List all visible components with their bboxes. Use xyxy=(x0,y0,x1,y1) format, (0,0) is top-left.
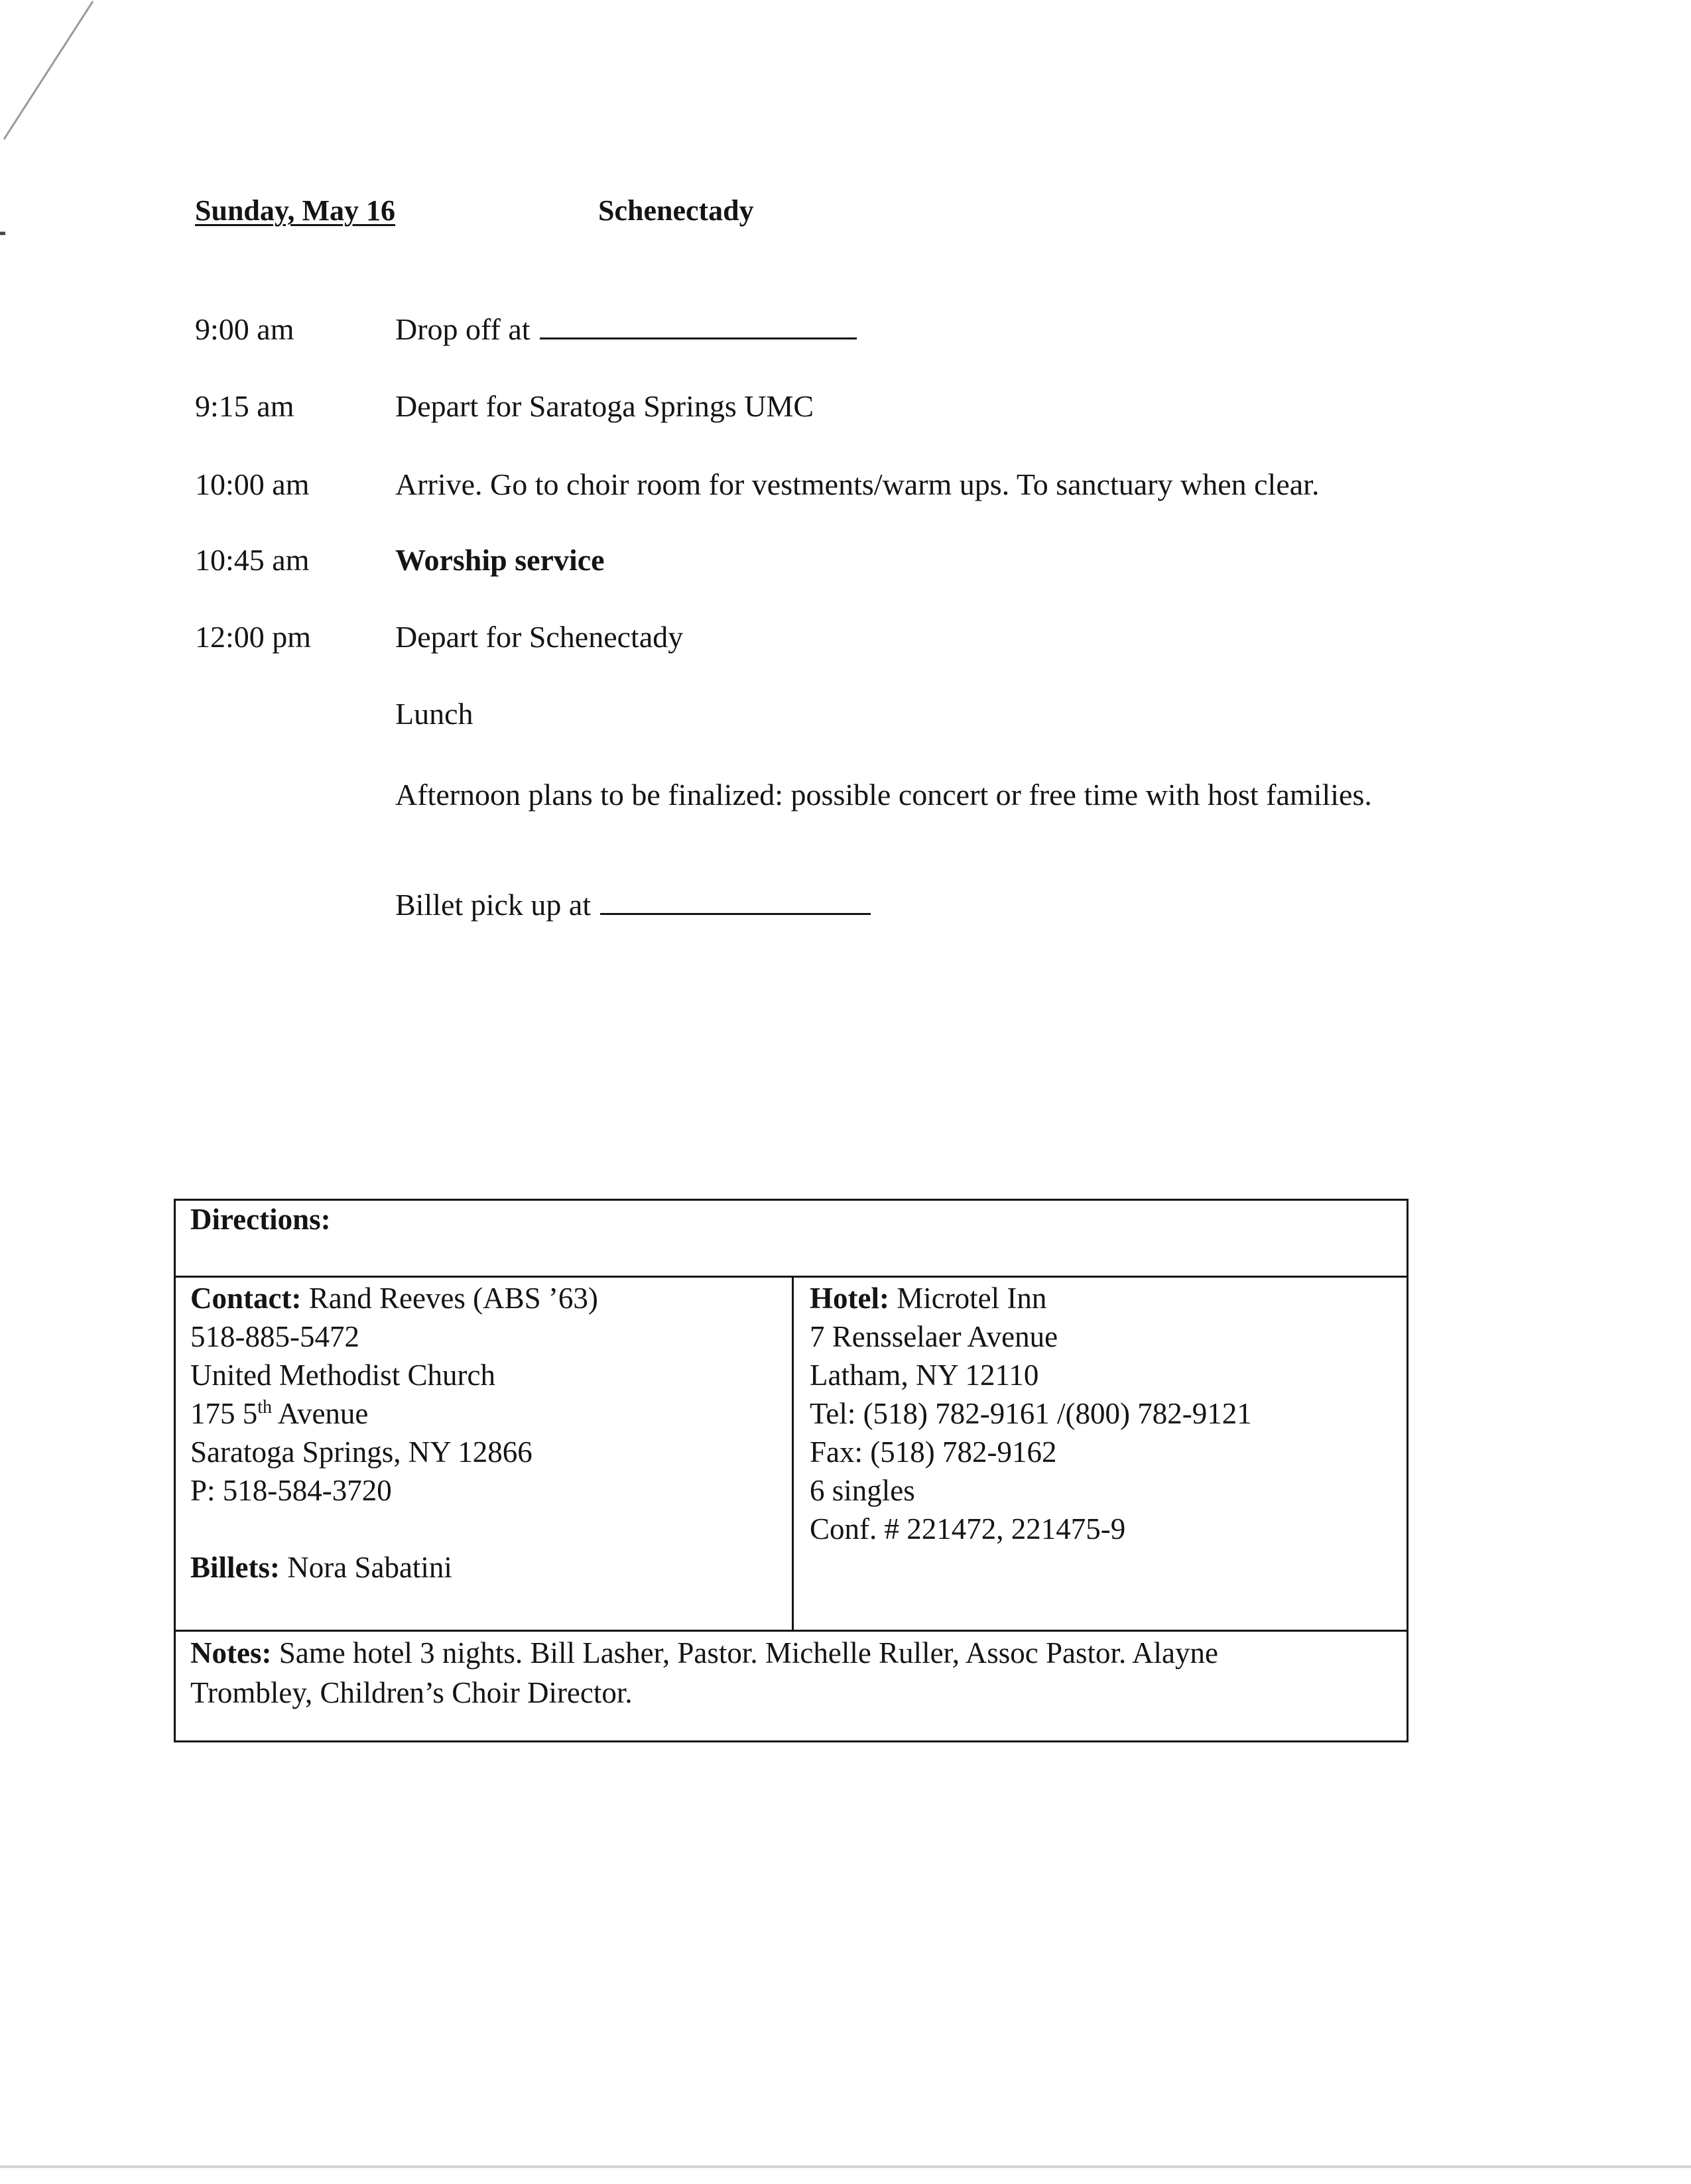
ordinal-suffix: th xyxy=(257,1397,273,1418)
hotel-line xyxy=(810,1279,1393,1317)
hotel-city-state: Latham, NY 12110 xyxy=(810,1359,1039,1392)
contact-cell xyxy=(176,1278,794,1630)
info-table xyxy=(174,1199,1409,1742)
hotel-name: Microtel Inn xyxy=(897,1282,1047,1315)
schedule-activity: Afternoon plans to be finalized: possible concert or free time with host families. xyxy=(395,778,1372,812)
fill-in-blank[interactable] xyxy=(600,889,871,915)
spacer xyxy=(190,1510,777,1548)
hotel-rooms: 6 singles xyxy=(810,1474,915,1507)
billets-line xyxy=(190,1548,777,1587)
schedule-time: 12:00 pm xyxy=(195,620,312,654)
fill-in-blank[interactable] xyxy=(540,314,857,339)
contact-line xyxy=(190,1279,777,1317)
church-city-state: Saratoga Springs, NY 12866 xyxy=(190,1435,532,1469)
church-street-number: 175 5 xyxy=(190,1397,258,1430)
hotel-label: Hotel: xyxy=(810,1282,889,1315)
notes-text: Same hotel 3 nights. Bill Lasher, Pastor. Michelle Ruller, Assoc Pastor. Alayne xyxy=(279,1636,1218,1669)
schedule-activity: Depart for Schenectady xyxy=(395,620,684,654)
notes-label: Notes: xyxy=(190,1636,272,1669)
schedule-activity-text: Billet pick up at xyxy=(395,888,592,922)
contact-phone: 518-885-5472 xyxy=(190,1320,359,1353)
notes-text-continued: Trombley, Children’s Choir Director. xyxy=(190,1676,633,1709)
contact-name: Rand Reeves (ABS ’63) xyxy=(308,1282,598,1315)
schedule-activity: Worship service xyxy=(395,543,605,577)
hotel-cell xyxy=(794,1278,1409,1630)
directions-cell xyxy=(176,1201,1407,1278)
schedule-time: 10:00 am xyxy=(195,467,310,501)
day-heading: Sunday, May 16 xyxy=(195,194,395,227)
church-name: United Methodist Church xyxy=(190,1359,495,1392)
billets-name: Nora Sabatini xyxy=(287,1551,452,1584)
notes-line xyxy=(190,1633,1392,1673)
schedule-time: 10:45 am xyxy=(195,543,310,577)
schedule-activity: Depart for Saratoga Springs UMC xyxy=(395,389,814,423)
schedule-activity-text: Drop off at xyxy=(395,312,531,346)
notes-cell xyxy=(176,1632,1407,1740)
hotel-tel: Tel: (518) 782-9161 /(800) 782-9121 xyxy=(810,1397,1252,1430)
schedule-activity xyxy=(395,312,857,347)
schedule-activity xyxy=(395,887,871,922)
schedule-time: 9:00 am xyxy=(195,312,294,346)
hotel-fax: Fax: (518) 782-9162 xyxy=(810,1435,1057,1469)
church-street xyxy=(190,1394,777,1433)
hotel-street: 7 Rensselaer Avenue xyxy=(810,1320,1058,1353)
schedule-activity: Lunch xyxy=(395,697,473,731)
billets-label: Billets: xyxy=(190,1551,280,1584)
church-street-name: Avenue xyxy=(272,1397,369,1430)
schedule-activity: Arrive. Go to choir room for vestments/warm ups. To sanctuary when clear. xyxy=(395,467,1320,501)
hotel-confirmation: Conf. # 221472, 221475-9 xyxy=(810,1512,1126,1546)
church-phone: P: 518-584-3720 xyxy=(190,1474,392,1507)
contact-label: Contact: xyxy=(190,1282,302,1315)
schedule-time: 9:15 am xyxy=(195,389,294,423)
city-heading: Schenectady xyxy=(598,194,754,227)
directions-label: Directions: xyxy=(190,1203,331,1236)
contact-hotel-row xyxy=(176,1278,1407,1632)
